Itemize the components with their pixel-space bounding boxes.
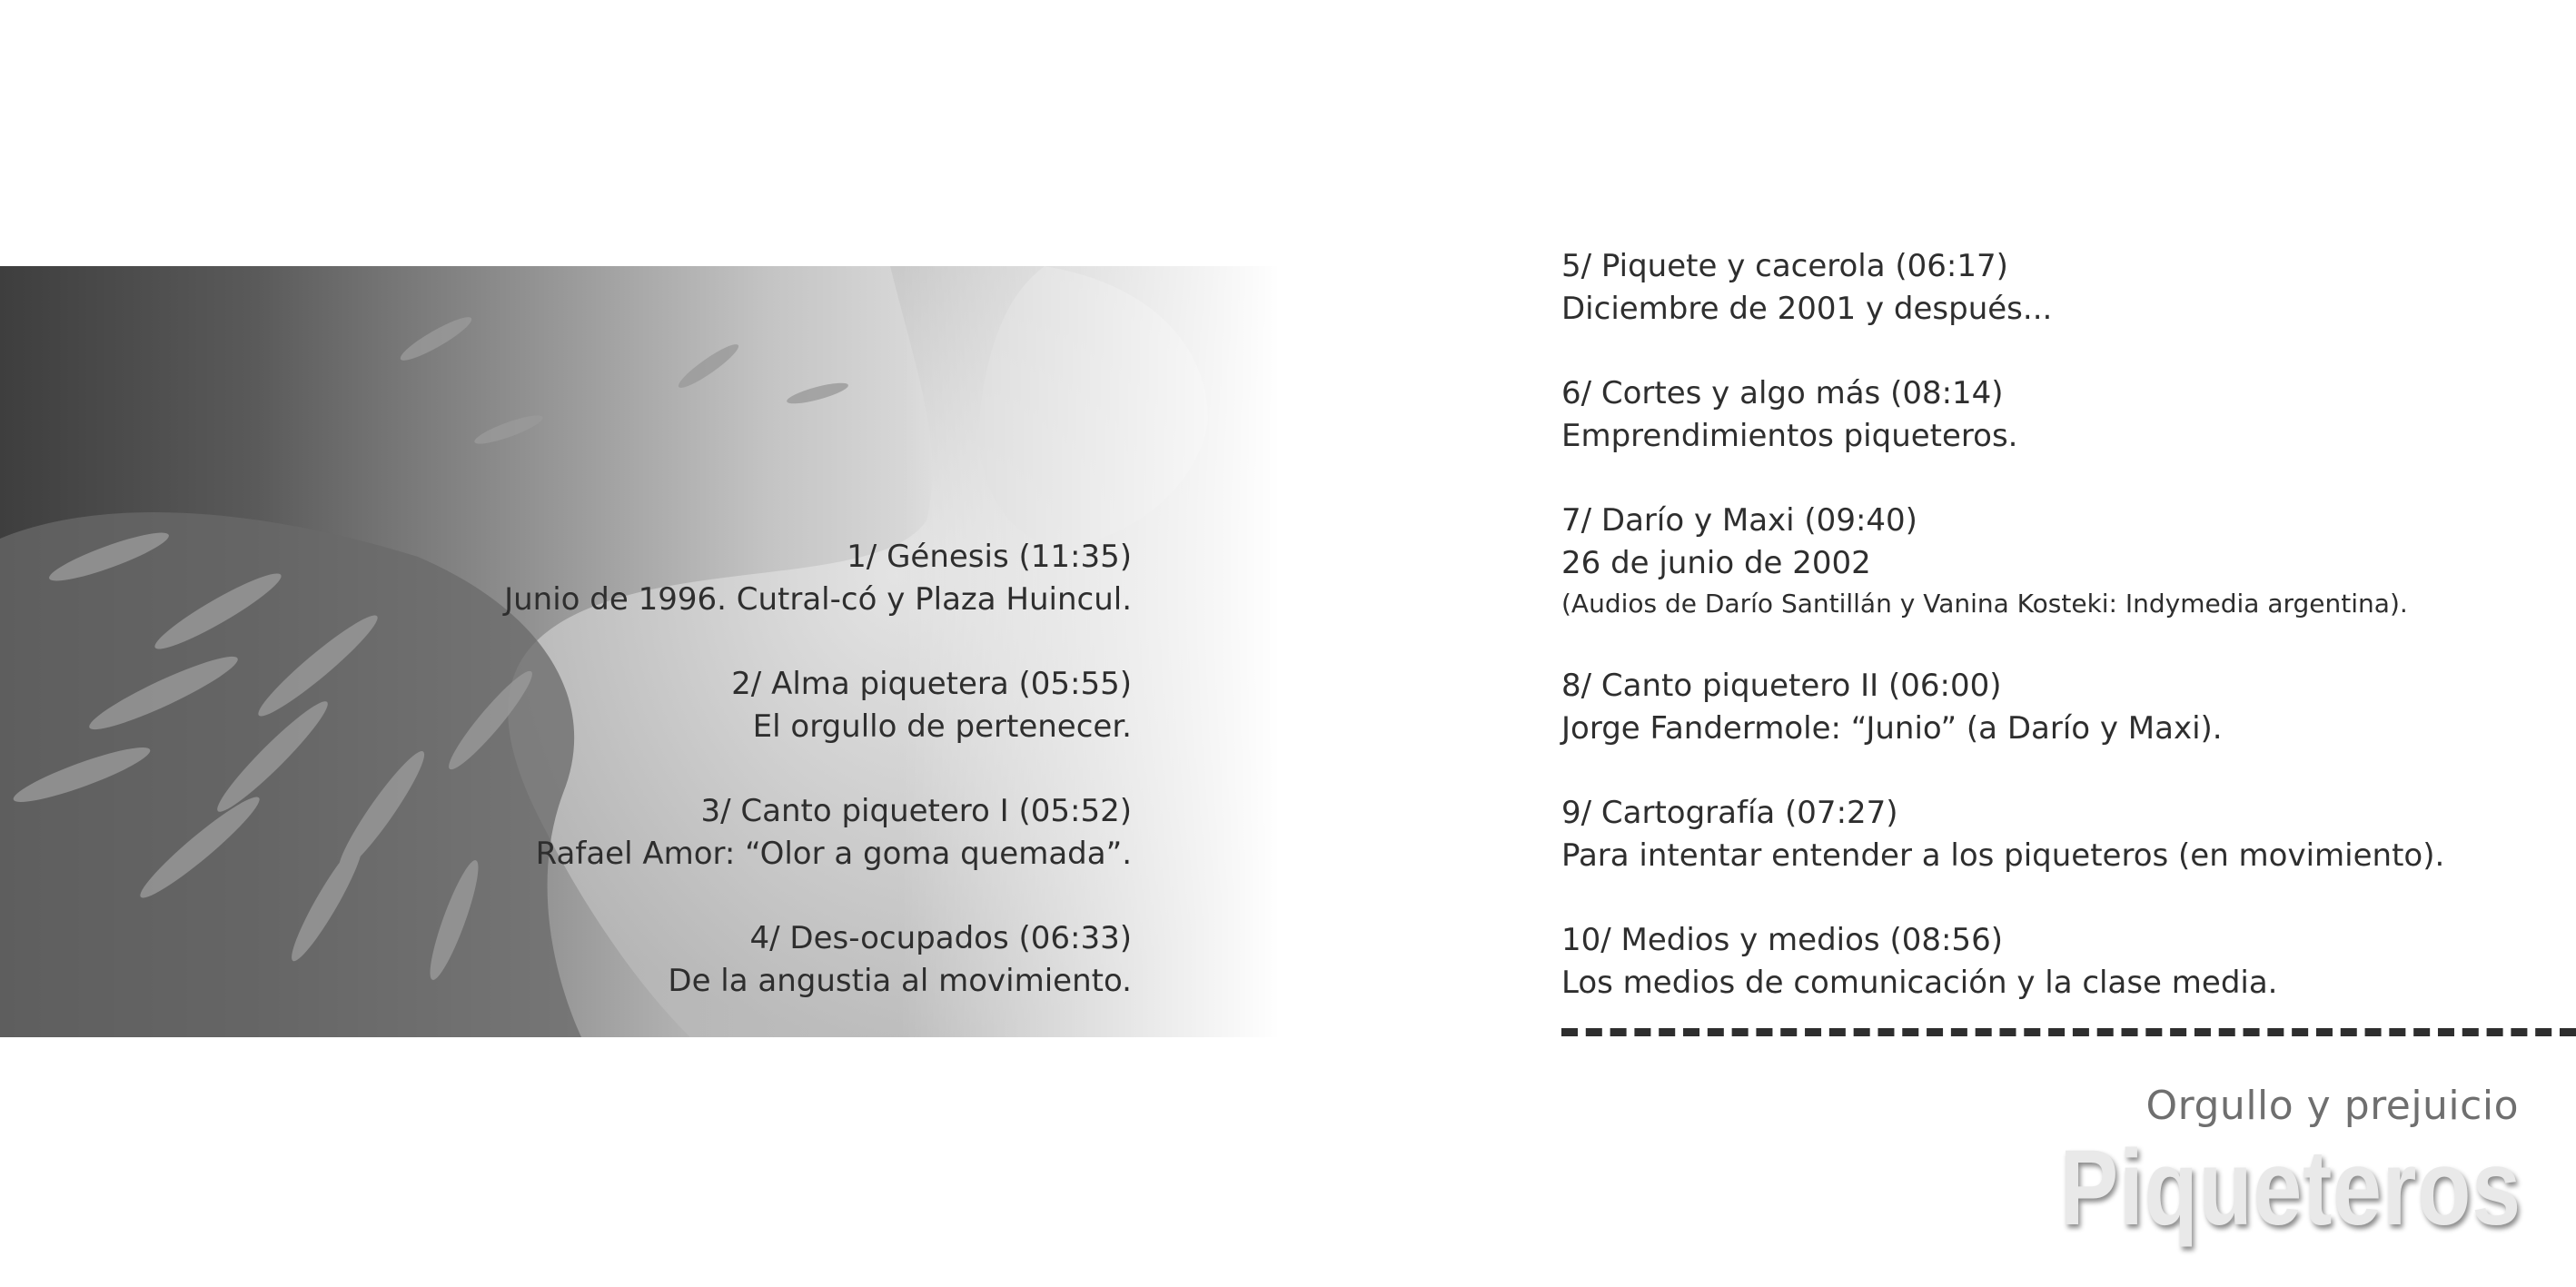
track-detail: Rafael Amor: “Olor a goma quemada”.	[535, 836, 1132, 872]
track-item	[1561, 792, 2561, 877]
track-detail: Diciembre de 2001 y después...	[1561, 291, 2053, 327]
track-item	[314, 790, 1132, 876]
track-note: (Audios de Darío Santillán y Vanina Kosteki: Indymedia argentina).	[1561, 589, 2408, 619]
track-title: 6/ Cortes y algo más (08:14)	[1561, 375, 2004, 411]
track-title: 9/ Cartografía (07:27)	[1561, 795, 1898, 831]
track-detail: Para intentar entender a los piqueteros (en movimiento).	[1561, 837, 2445, 874]
track-item	[314, 663, 1132, 748]
track-item	[1561, 245, 2561, 331]
track-title: 4/ Des-ocupados (06:33)	[749, 920, 1132, 956]
track-list-right	[1561, 245, 2561, 1046]
track-title: 1/ Génesis (11:35)	[847, 539, 1132, 575]
track-title: 5/ Piquete y cacerola (06:17)	[1561, 248, 2008, 284]
track-item	[314, 536, 1132, 621]
track-detail: Los medios de comunicación y la clase media.	[1561, 965, 2278, 1001]
track-title: 8/ Canto piquetero II (06:00)	[1561, 668, 2002, 704]
track-detail: 26 de junio de 2002	[1561, 545, 1871, 581]
album-title: Piqueteros	[2059, 1128, 2522, 1248]
track-detail: Jorge Fandermole: “Junio” (a Darío y Maxi).	[1561, 710, 2223, 747]
track-item	[1561, 372, 2561, 458]
track-item	[314, 917, 1132, 1003]
track-item	[1561, 665, 2561, 750]
track-item	[1561, 500, 2561, 623]
track-title: 10/ Medios y medios (08:56)	[1561, 922, 2003, 958]
track-detail: El orgullo de pertenecer.	[752, 708, 1132, 745]
track-detail: Junio de 1996. Cutral-có y Plaza Huincul.	[504, 581, 1132, 618]
track-title: 2/ Alma piquetera (05:55)	[731, 666, 1132, 702]
track-detail: Emprendimientos piqueteros.	[1561, 418, 2018, 454]
track-item	[1561, 919, 2561, 1005]
track-title: 7/ Darío y Maxi (09:40)	[1561, 502, 1917, 539]
track-title: 3/ Canto piquetero I (05:52)	[700, 793, 1132, 829]
album-subtitle: Orgullo y prejuicio	[2145, 1083, 2519, 1129]
dashed-divider	[1561, 1028, 2576, 1036]
track-detail: De la angustia al movimiento.	[668, 963, 1132, 999]
track-list-left	[314, 536, 1132, 1044]
